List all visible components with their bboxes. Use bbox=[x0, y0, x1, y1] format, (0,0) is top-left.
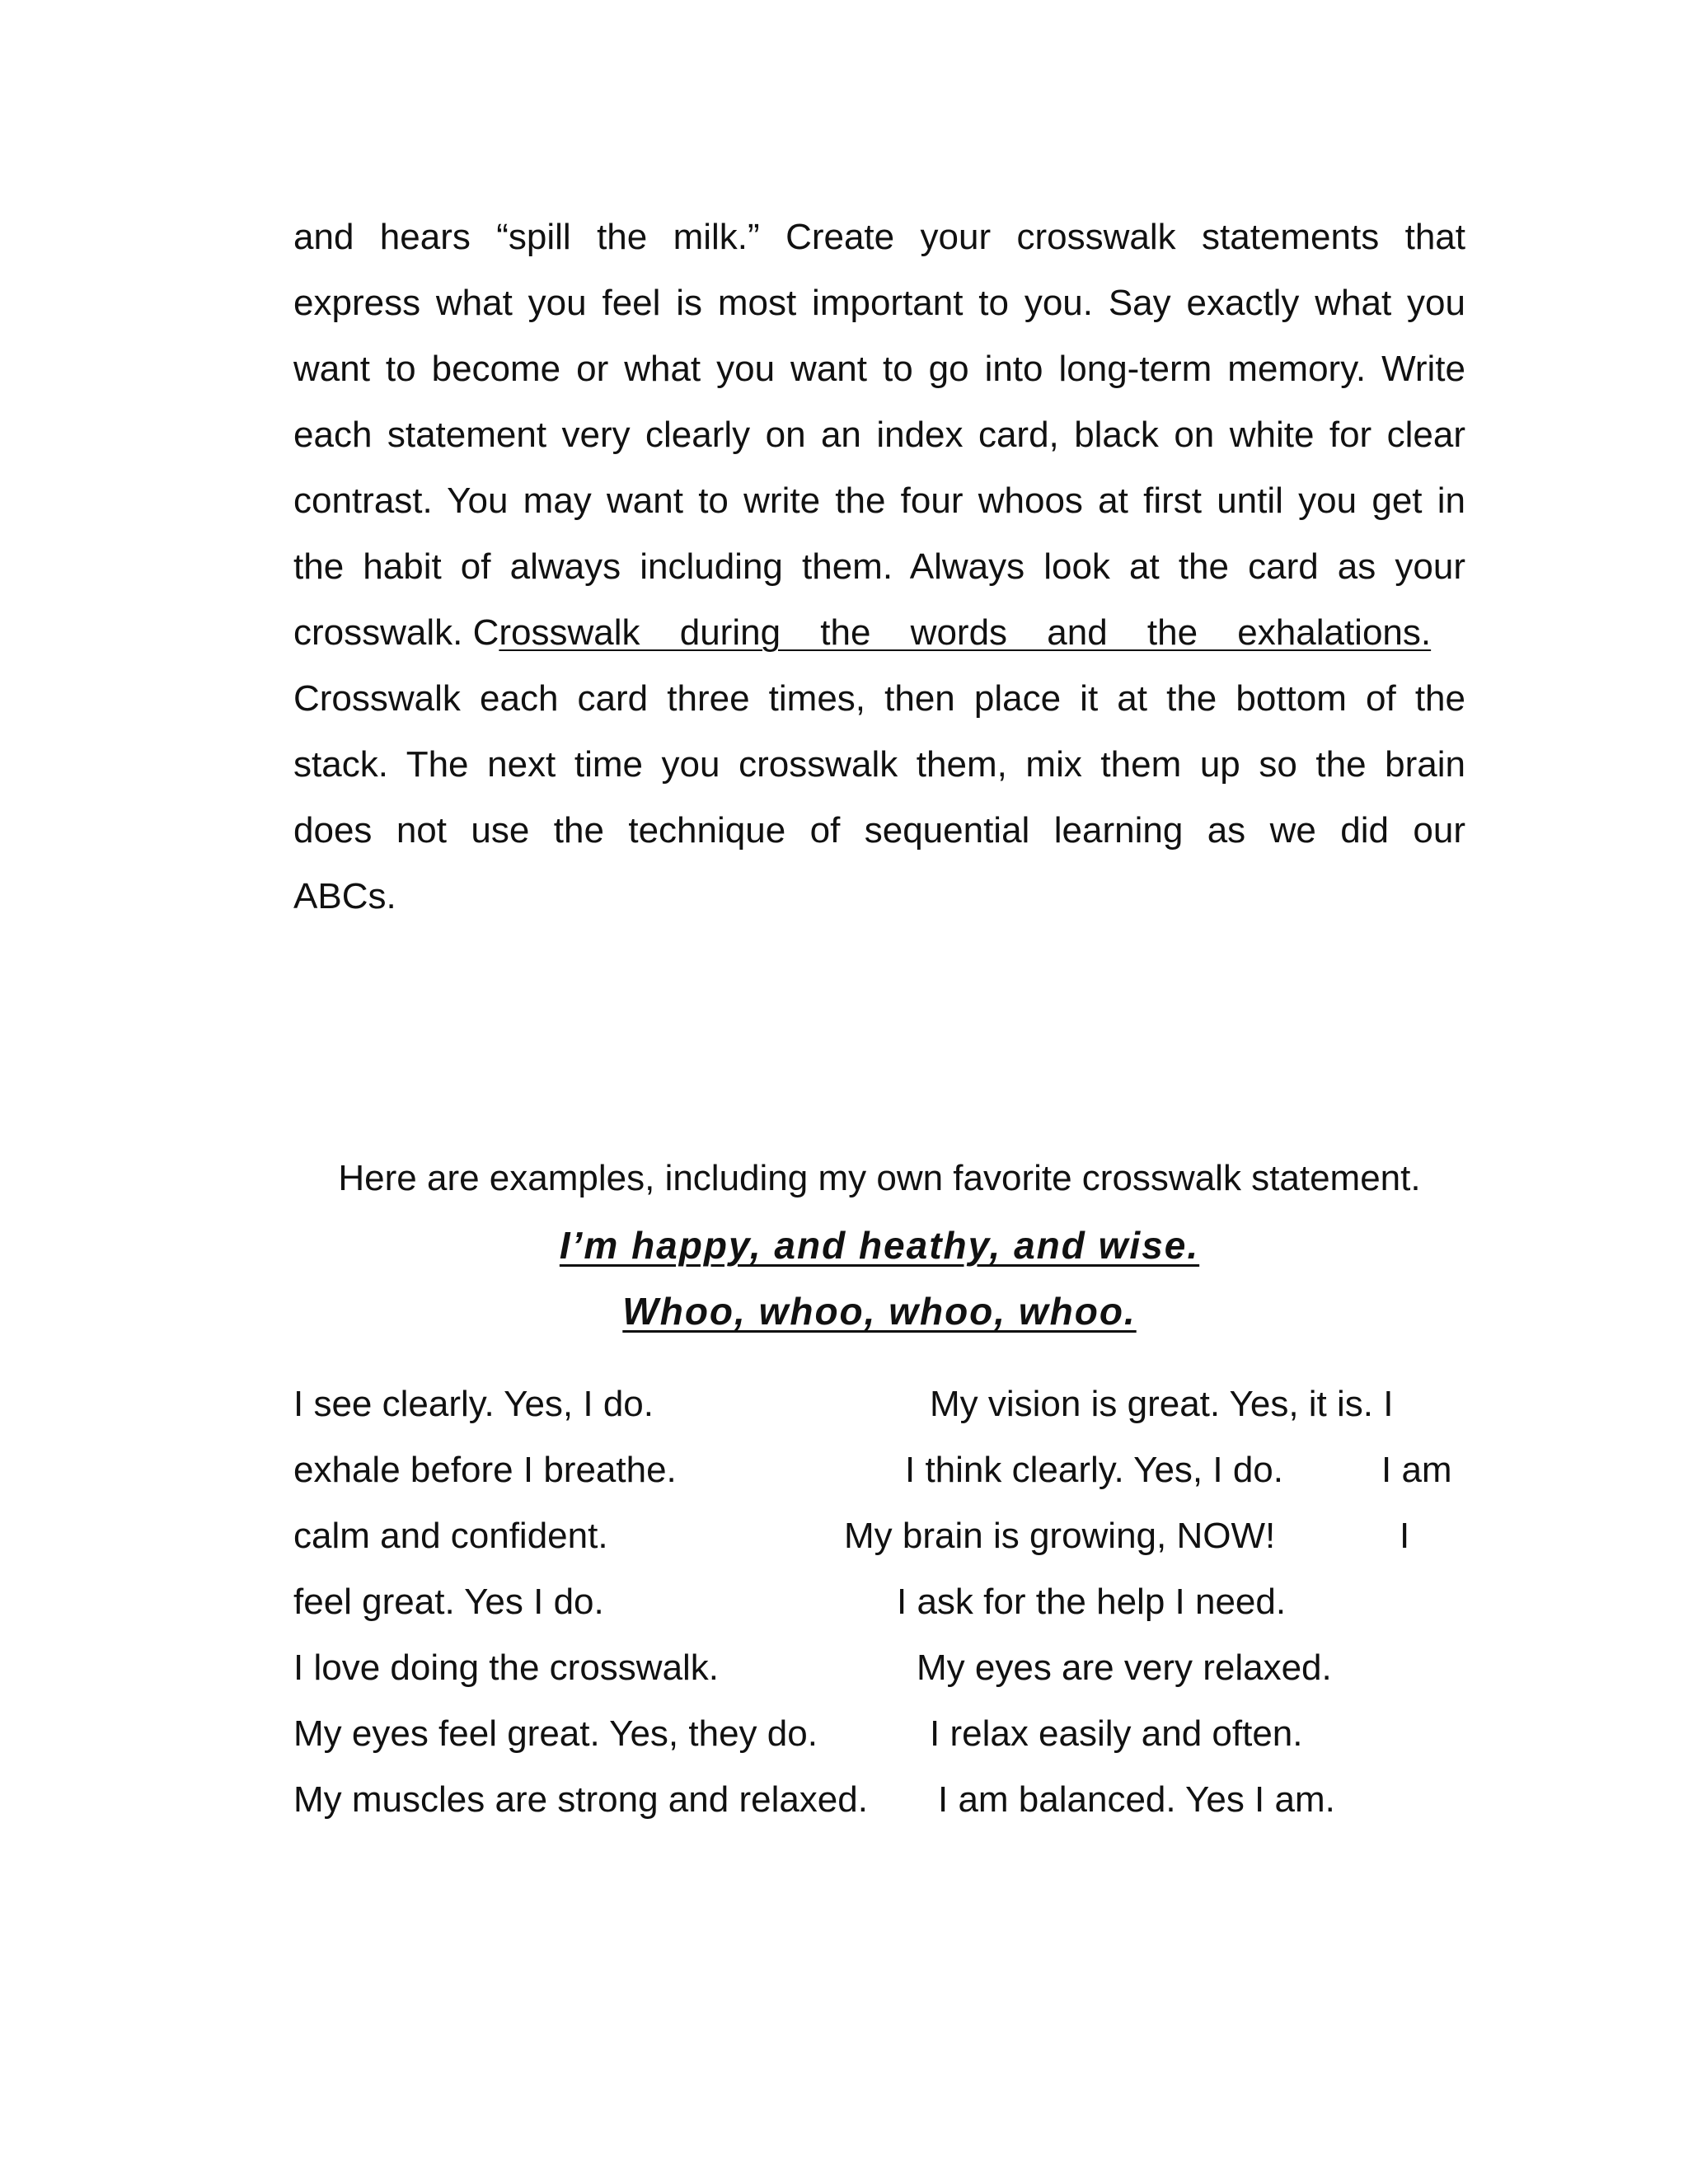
example-continuation: I bbox=[1400, 1516, 1410, 1556]
examples-intro: Here are examples, including my own favorite crosswalk statement. bbox=[338, 1158, 1421, 1198]
example-right: I am balanced. Yes I am. bbox=[938, 1779, 1335, 1820]
example-right: My vision is great. Yes, it is. I bbox=[930, 1384, 1394, 1424]
crosswalk-underlined-text: rosswalk during the words and the exhalations. bbox=[499, 612, 1432, 653]
favorite-statement-line-1 bbox=[293, 1223, 1465, 1268]
example-left: calm and confident. bbox=[293, 1516, 608, 1556]
example-right: My brain is growing, NOW! bbox=[844, 1516, 1276, 1556]
example-left: My muscles are strong and relaxed. bbox=[293, 1779, 868, 1820]
example-right: I think clearly. Yes, I do. bbox=[905, 1450, 1283, 1490]
paragraph-line-8: Crosswalk each card three times, then place it at the bottom of the bbox=[293, 678, 1465, 719]
paragraph-line-3: want to become or what you want to go into long-term memory. Write bbox=[293, 349, 1465, 389]
paragraph-line-1: and hears “spill the milk.” Create your crosswalk statements that bbox=[293, 217, 1465, 257]
favorite-statement-text-1: I’m happy, and heathy, and wise. bbox=[559, 1224, 1200, 1267]
example-continuation: I am bbox=[1381, 1450, 1452, 1490]
favorite-statement-line-2 bbox=[293, 1289, 1465, 1333]
example-left: feel great. Yes I do. bbox=[293, 1582, 604, 1622]
crosswalk-line-prefix: crosswalk. C bbox=[293, 612, 499, 653]
example-left: My eyes feel great. Yes, they do. bbox=[293, 1713, 818, 1754]
paragraph-line-10: does not use the technique of sequential learning as we did our bbox=[293, 810, 1465, 851]
paragraph-line-2: express what you feel is most important to you. Say exactly what you bbox=[293, 283, 1465, 323]
example-left: I love doing the crosswalk. bbox=[293, 1647, 720, 1688]
paragraph-line-6: the habit of always including them. Always look at the card as your bbox=[293, 546, 1465, 587]
example-right: I ask for the help I need. bbox=[897, 1582, 1287, 1622]
example-right: My eyes are very relaxed. bbox=[917, 1647, 1332, 1688]
paragraph-line-9: stack. The next time you crosswalk them, mix them up so the brain bbox=[293, 744, 1465, 785]
paragraph-last-line: ABCs. bbox=[293, 876, 396, 916]
paragraph-line-4: each statement very clearly on an index card, black on white for clear bbox=[293, 415, 1465, 455]
paragraph-line-5: contrast. You may want to write the four whoos at first until you get in bbox=[293, 480, 1465, 521]
example-right: I relax easily and often. bbox=[930, 1713, 1303, 1754]
example-left: I see clearly. Yes, I do. bbox=[293, 1384, 654, 1424]
paragraph-line-7 bbox=[293, 612, 1489, 654]
example-left: exhale before I breathe. bbox=[293, 1450, 677, 1490]
favorite-statement-text-2: Whoo, whoo, whoo, whoo. bbox=[622, 1290, 1137, 1333]
